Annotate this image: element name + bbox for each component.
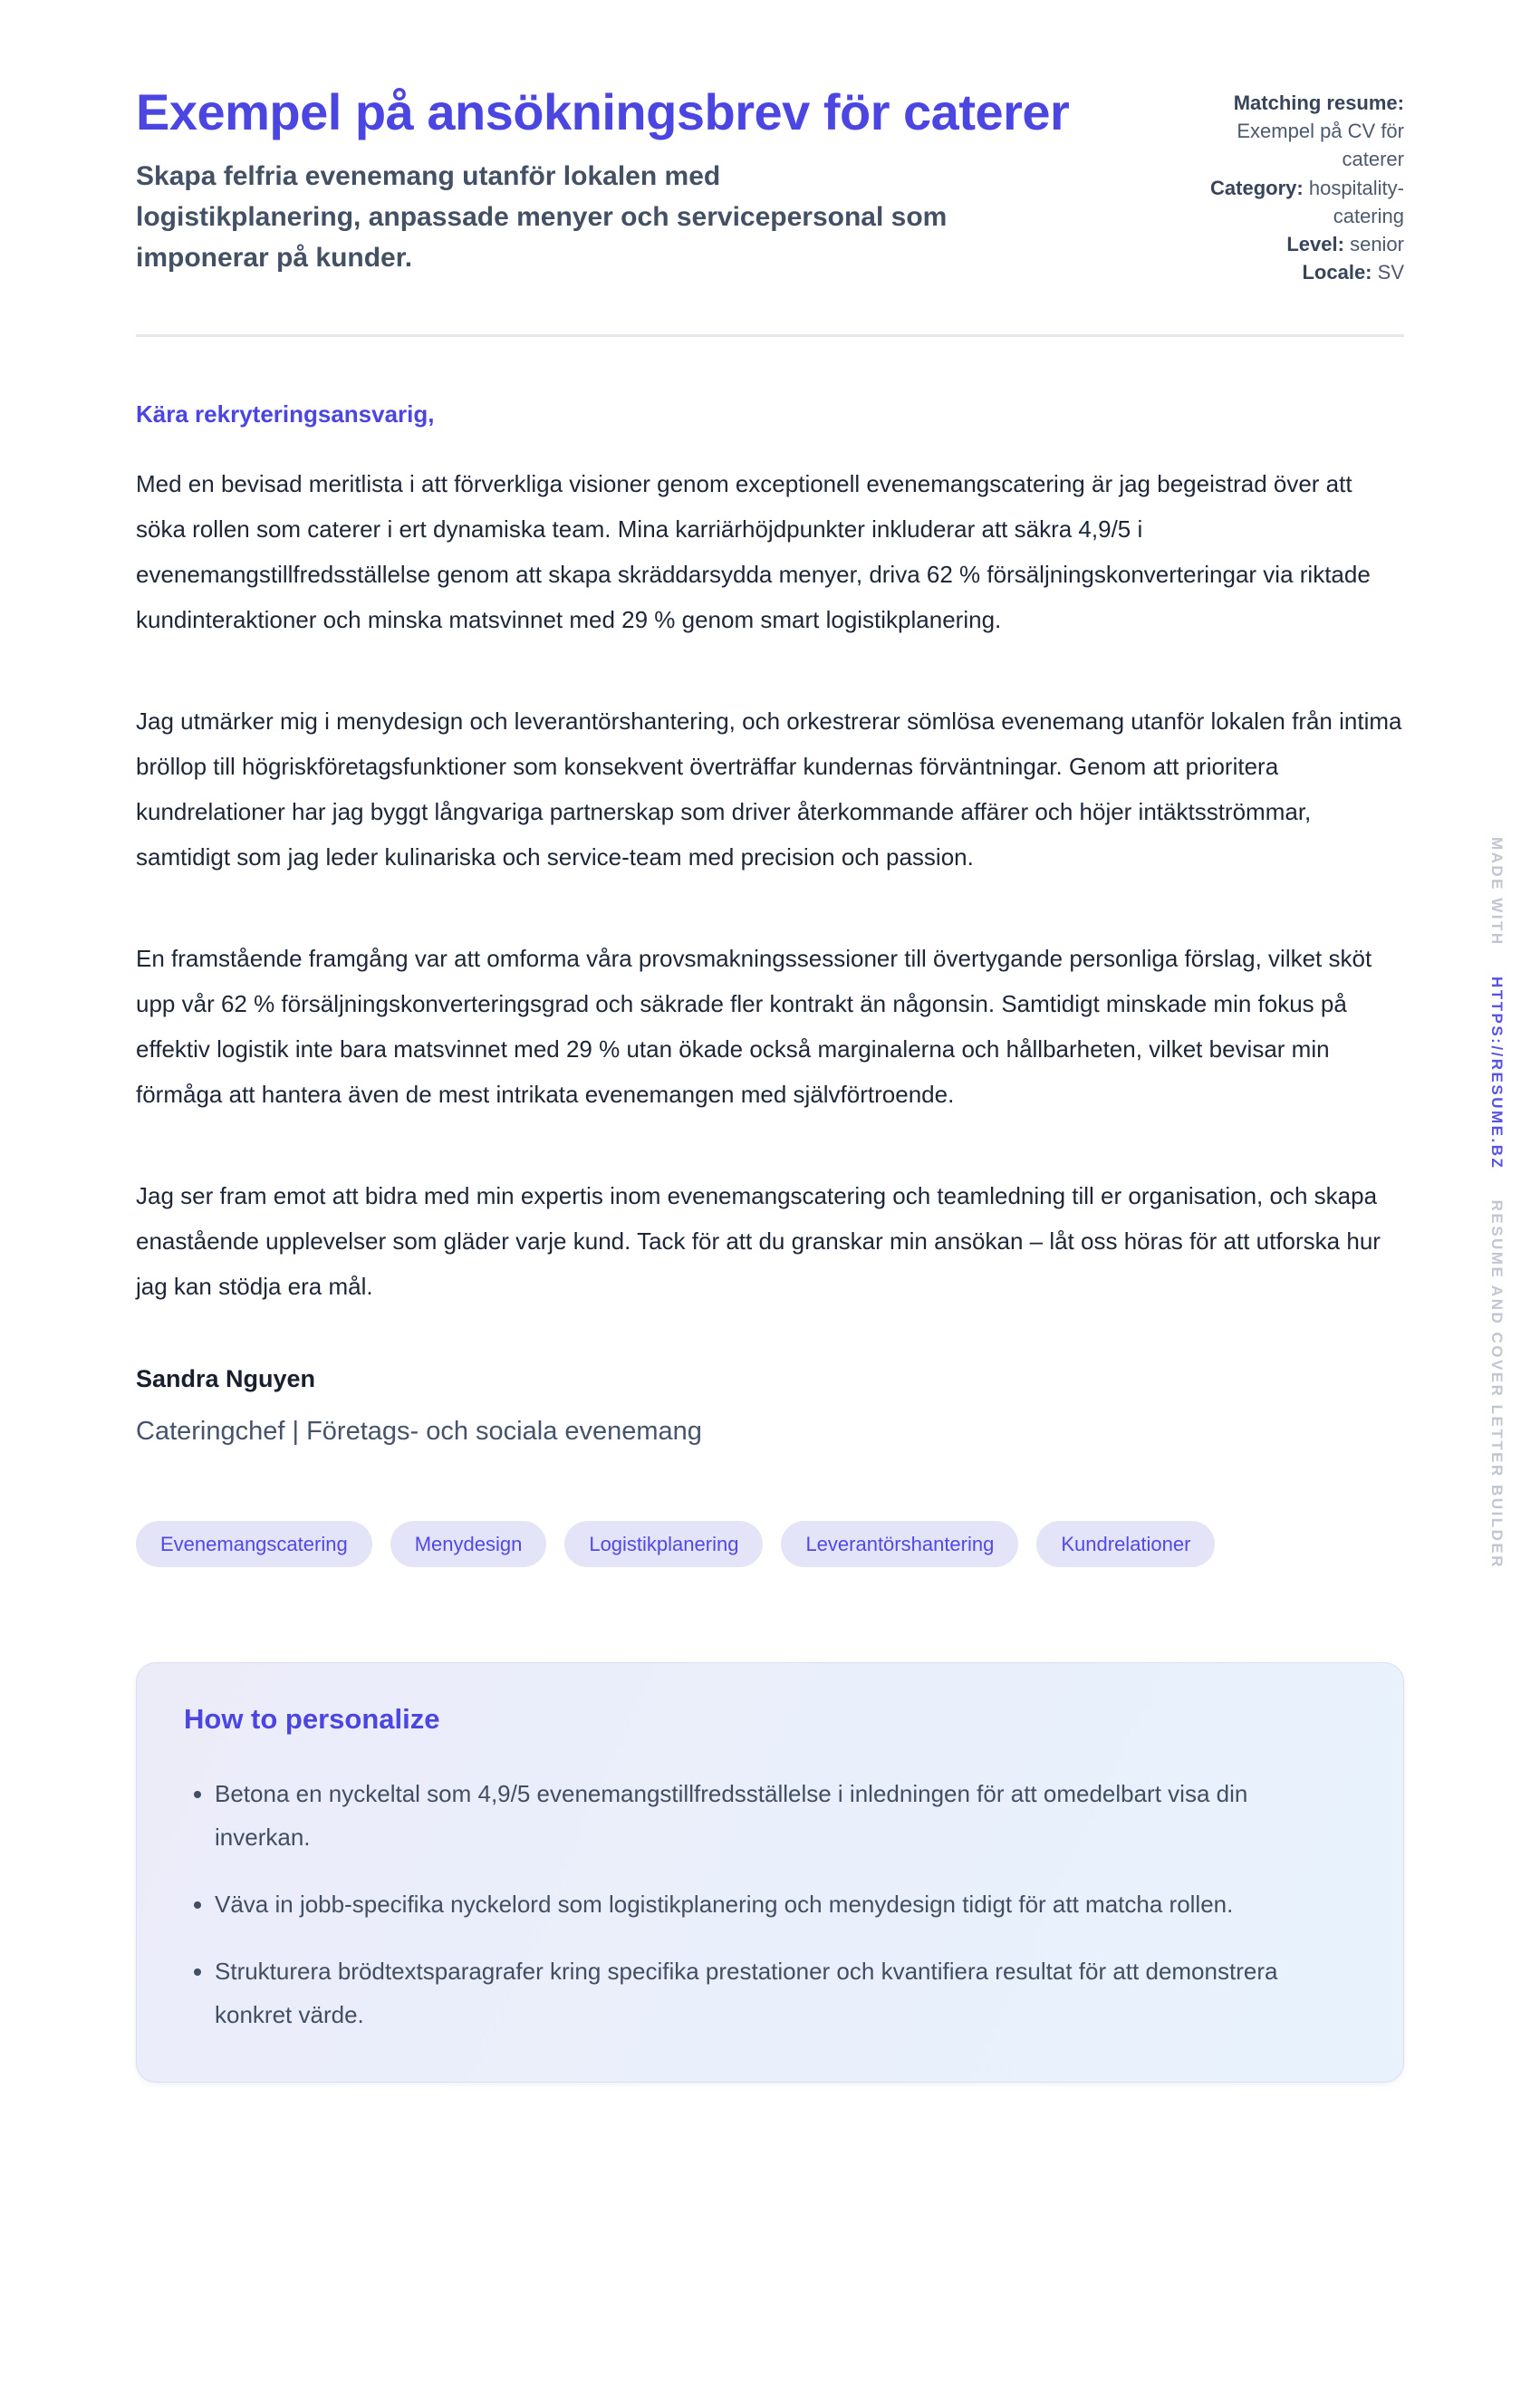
meta-label: Matching resume: <box>1233 91 1404 114</box>
letter-paragraph: Med en bevisad meritlista i att förverkliga visioner genom exceptionell evenemangscatering är jag begeistrad över att söka rollen som caterer i ert dynamiska team. Mina karriärhöjdpunkter inkluderar att säkra 4,9/5 i evenemangstillfredsställelse genom att skapa skräddarsydda menyer, driva 62 % försäljningskonverteringar via riktade kundinteraktioner och minska matsvinnet med 29 % genom smart logistikplanering. <box>136 469 1371 633</box>
meta-label: Locale: <box>1302 261 1372 284</box>
meta-value: SV <box>1377 261 1404 284</box>
header-divider <box>136 334 1404 337</box>
meta-label: Category: <box>1210 176 1304 199</box>
skill-tag: Logistikplanering <box>564 1521 763 1567</box>
meta-value: Exempel på CV för caterer <box>1237 120 1404 171</box>
watermark-prefix: MADE WITH <box>1488 836 1506 947</box>
personalize-card <box>136 1662 1404 2083</box>
personalize-tip: • Betona en nyckeltal som 4,9/5 evenemangstillfredsställelse i inledningen för att omedelbart visa din inverkan. <box>215 1772 1338 1859</box>
personalize-tip-list <box>184 1772 1356 2036</box>
meta-value: hospitality-catering <box>1308 176 1404 227</box>
letter-greeting: Kära rekryteringsansvarig, <box>136 399 435 428</box>
watermark-link[interactable]: HTTPS://RESUME.BZ <box>1488 976 1506 1170</box>
personalize-title: How to personalize <box>184 1702 440 1735</box>
watermark <box>1487 837 1506 1569</box>
letter-paragraph: Jag utmärker mig i menydesign och leverantörshantering, och orkestrerar sömlösa evenemang utanför lokalen från intima bröllop till högriskföretagsfunktioner som konsekvent överträffar kundernas förväntningar. Genom att prioritera kundrelationer har jag byggt långvariga partnerskap som driver återkommande affärer och höjer intäktsströmmar, samtidigt som jag leder kulinariska och service-team med precision och passion. <box>136 707 1402 871</box>
watermark-suffix: RESUME AND COVER LETTER BUILDER <box>1488 1199 1506 1570</box>
letter-paragraph: Jag ser fram emot att bidra med min expertis inom evenemangscatering och teamledning till er organisation, och skapa enastående upplevelser som gläder varje kund. Tack för att du granskar min ansökan – låt oss höras för att utforska hur jag kan stödja era mål. <box>136 1181 1381 1300</box>
page-subtitle: Skapa felfria evenemang utanför lokalen med logistikplanering, anpassade menyer och servicepersonal som imponerar på kunder. <box>136 161 948 274</box>
letter-body <box>136 400 1404 2083</box>
skill-tag: Evenemangscatering <box>136 1521 372 1567</box>
meta-row-locale <box>1187 258 1404 286</box>
meta-row-level <box>1187 230 1404 258</box>
meta-panel <box>1187 83 1404 287</box>
signature-name: Sandra Nguyen <box>136 1364 316 1392</box>
meta-value: senior <box>1350 233 1404 256</box>
skill-tag: Kundrelationer <box>1036 1521 1215 1567</box>
meta-row-matching-resume <box>1187 89 1404 174</box>
letter-paragraph: En framstående framgång var att omforma våra provsmakningssessioner till övertygande personliga förslag, vilket sköt upp vår 62 % försäljningskonverteringsgrad och säkrade fler kontrakt än någonsin. Samtidigt minskade min fokus på effektiv logistik inte bara matsvinnet med 29 % utan ökade också marginalerna och hållbarheten, vilket bevisar min förmåga att hantera även de mest intrikata evenemangen med självförtroende. <box>136 944 1372 1108</box>
meta-label: Level: <box>1286 233 1344 256</box>
personalize-tip: • Väva in jobb-specifika nyckelord som logistikplanering och menydesign tidigt för att matcha rollen. <box>215 1882 1338 1926</box>
page-title: Exempel på ansökningsbrev för caterer <box>136 83 1070 140</box>
header-left <box>136 83 1069 278</box>
skill-tag: Leverantörshantering <box>781 1521 1018 1567</box>
signature-role: Cateringchef | Företags- och sociala evenemang <box>136 1416 702 1446</box>
header <box>136 83 1404 287</box>
skill-tags <box>136 1521 1404 1567</box>
personalize-tip: • Strukturera brödtextsparagrafer kring specifika prestationer och kvantifiera resultat för att demonstrera konkret värde. <box>215 1949 1338 2036</box>
skill-tag: Menydesign <box>390 1521 547 1567</box>
meta-row-category <box>1187 174 1404 230</box>
